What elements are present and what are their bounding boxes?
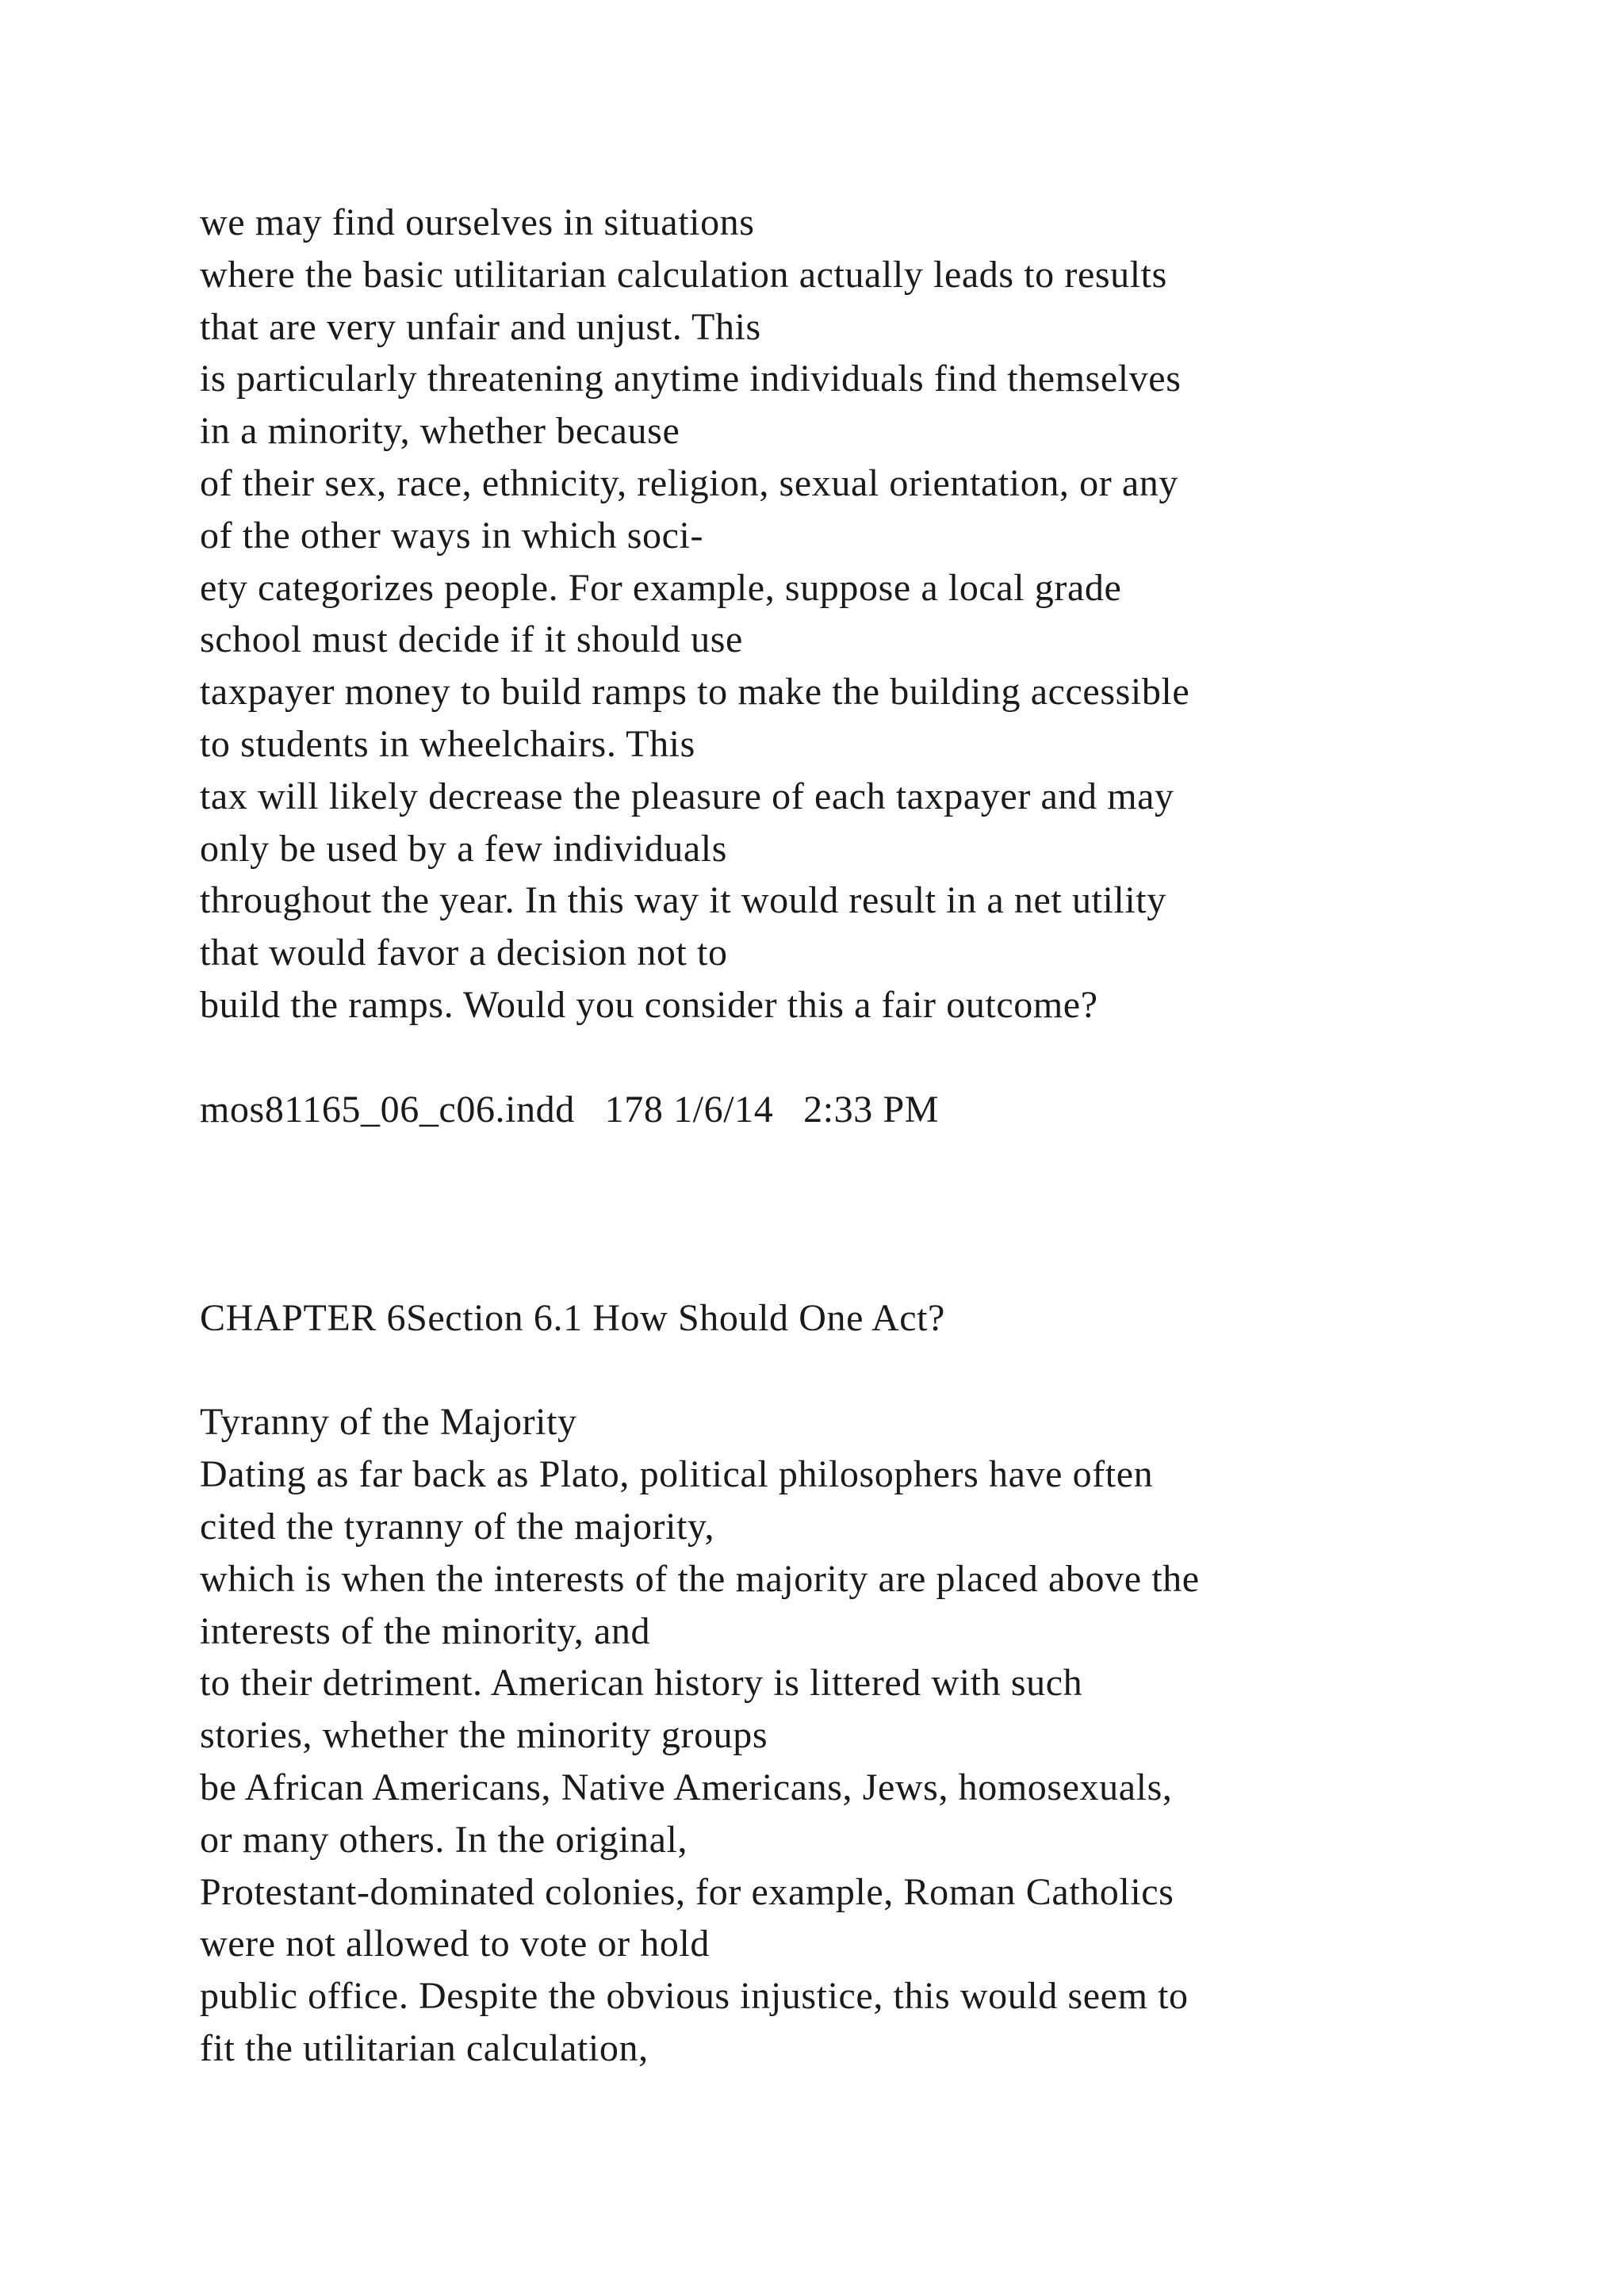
text-line: be African Americans, Native Americans, Jews, homosexuals, <box>200 1766 1173 1808</box>
text-line: in a minority, whether because <box>200 410 680 453</box>
blank-line <box>200 1240 1595 1292</box>
text-line: throughout the year. In this way it would result in a net utility <box>200 879 1166 922</box>
text-line: of their sex, race, ethnicity, religion, sexual orientation, or any <box>200 461 1179 504</box>
text-line: school must decide if it should use <box>200 618 743 661</box>
text-line: Protestant-dominated colonies, for example, Roman Catholics <box>200 1870 1174 1913</box>
chapter-section-header: CHAPTER 6Section 6.1 How Should One Act? <box>200 1296 945 1339</box>
text-line: fit the utilitarian calculation, <box>200 2026 649 2069</box>
blank-line <box>200 1135 1595 1188</box>
text-line: public office. Despite the obvious injustice, this would seem to <box>200 1975 1189 2018</box>
text-line: that would favor a decision not to <box>200 932 728 974</box>
document-text <box>200 197 1595 2075</box>
text-line: tax will likely decrease the pleasure of each taxpayer and may <box>200 775 1174 817</box>
text-line: only be used by a few individuals <box>200 827 728 870</box>
section-heading: Tyranny of the Majority <box>200 1401 577 1444</box>
text-line: to students in wheelchairs. This <box>200 722 695 765</box>
blank-line <box>200 1188 1595 1240</box>
text-line: or many others. In the original, <box>200 1818 688 1861</box>
text-line: which is when the interests of the majority are placed above the <box>200 1557 1200 1600</box>
text-line: where the basic utilitarian calculation actually leads to results <box>200 253 1167 296</box>
text-line: to their detriment. American history is littered with such <box>200 1662 1083 1705</box>
text-line: interests of the minority, and <box>200 1609 651 1652</box>
text-line: that are very unfair and unjust. This <box>200 305 761 348</box>
text-line: build the ramps. Would you consider this a fair outcome? <box>200 983 1098 1026</box>
text-line: stories, whether the minority groups <box>200 1714 768 1757</box>
blank-line <box>200 1345 1595 1397</box>
text-line: taxpayer money to build ramps to make the building accessible <box>200 671 1190 714</box>
text-line: we may find ourselves in situations <box>200 201 755 243</box>
text-line: cited the tyranny of the majority, <box>200 1505 715 1548</box>
text-line: Dating as far back as Plato, political philosophers have often <box>200 1453 1154 1496</box>
text-line: is particularly threatening anytime individuals find themselves <box>200 358 1182 400</box>
page-footer-slug: mos81165_06_c06.indd 178 1/6/14 2:33 PM <box>200 1088 940 1131</box>
blank-line <box>200 1031 1595 1084</box>
text-line: were not allowed to vote or hold <box>200 1923 710 1965</box>
text-line: of the other ways in which soci- <box>200 514 704 557</box>
text-line: ety categorizes people. For example, suppose a local grade <box>200 566 1122 609</box>
